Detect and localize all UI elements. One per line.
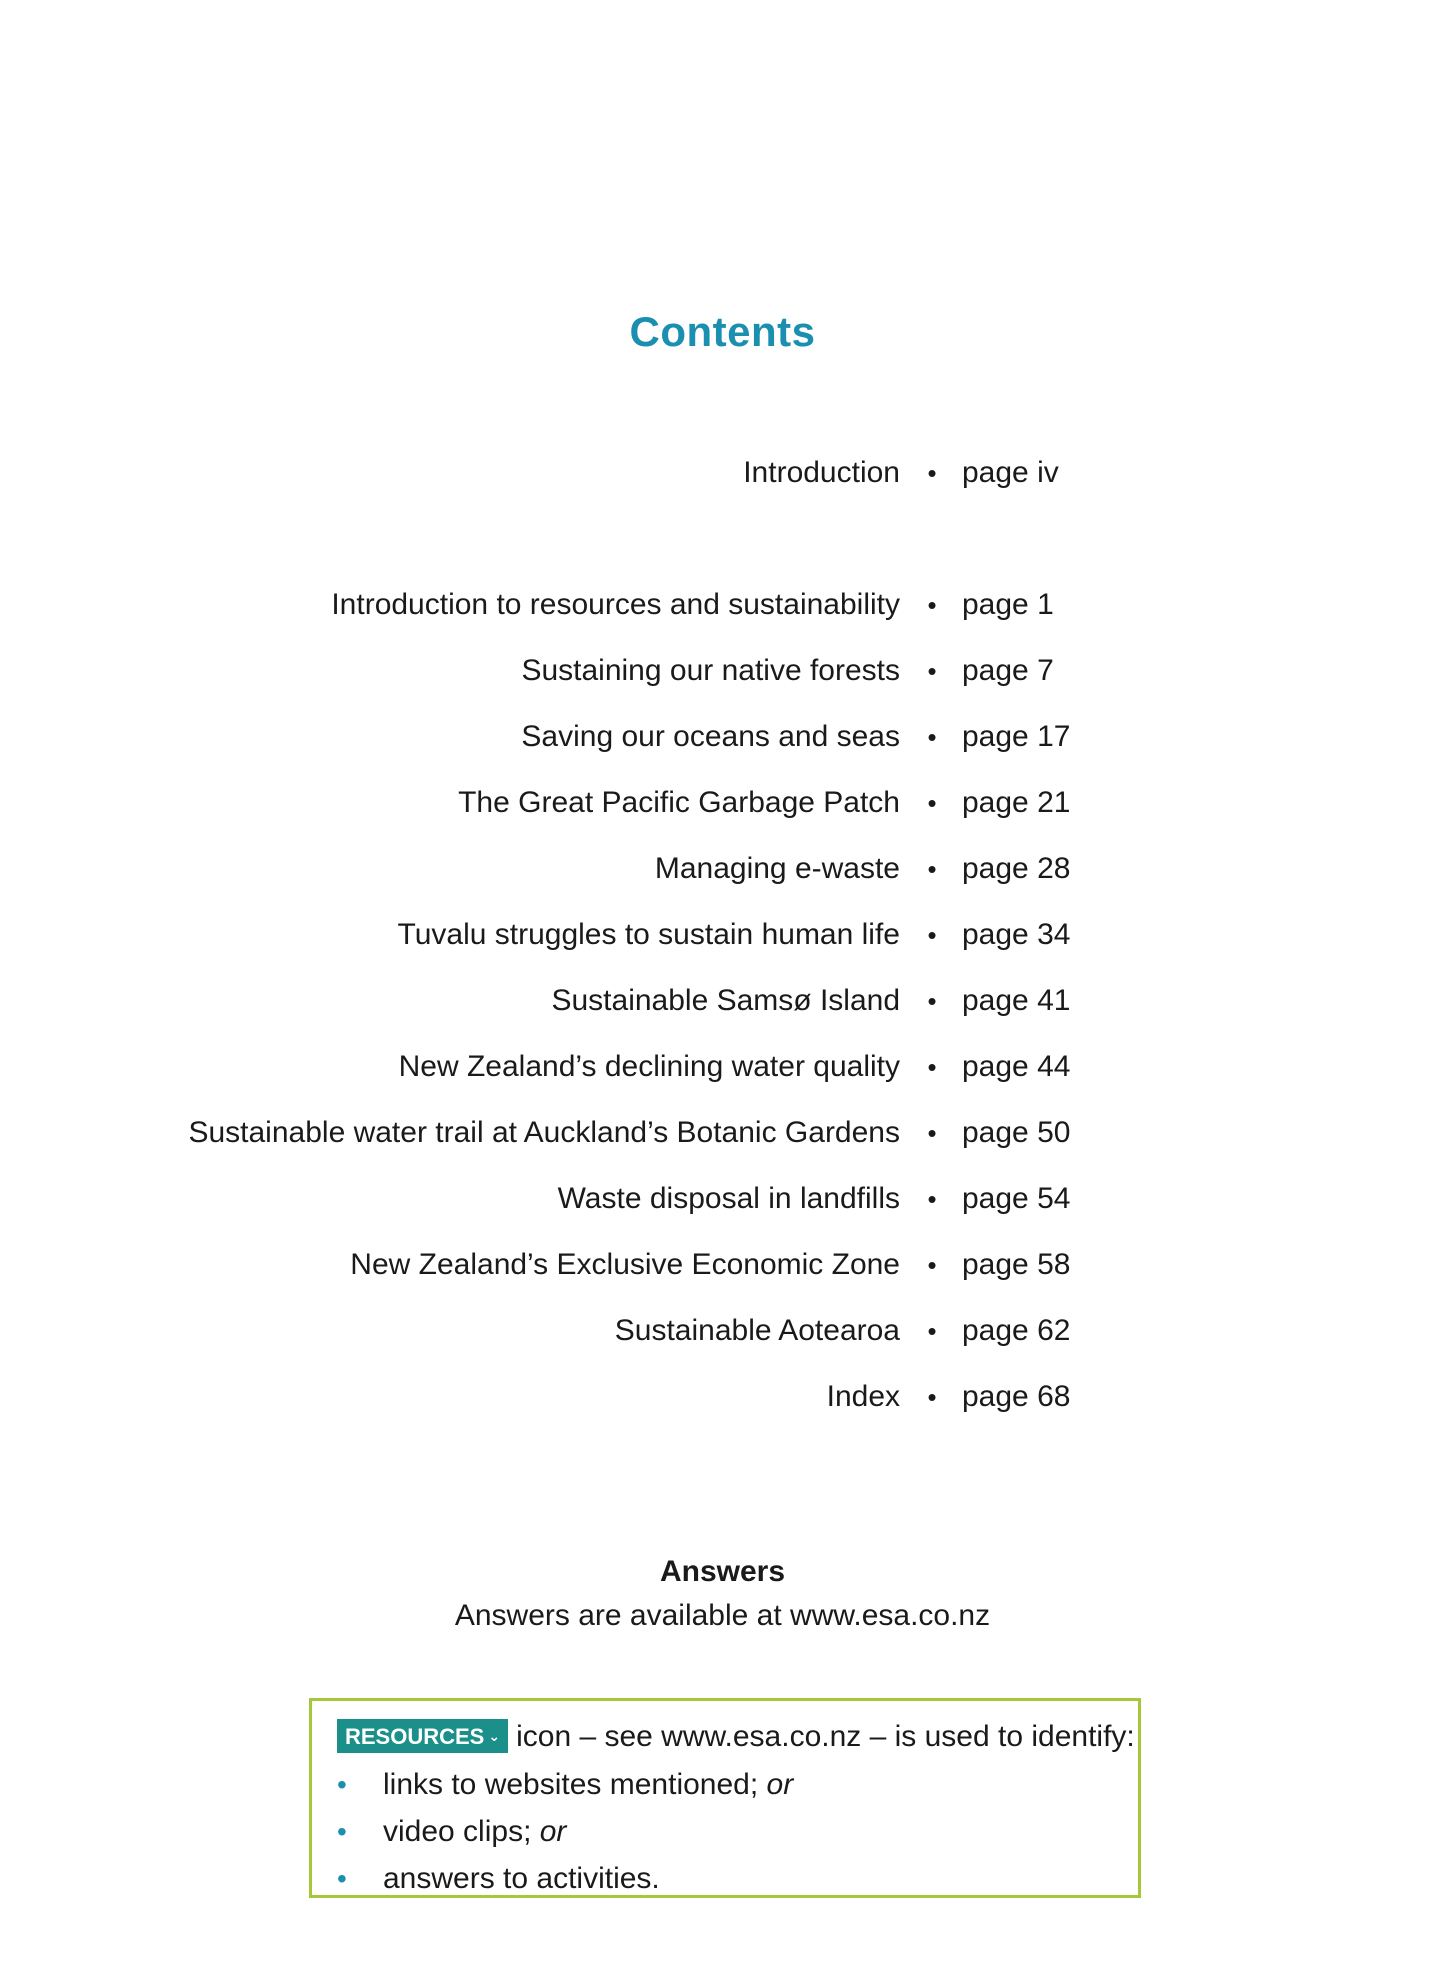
toc-entry[interactable] [0, 1243, 1445, 1287]
toc-entry-page: page 17 [962, 720, 1071, 753]
toc-entry-title: New Zealand’s declining water quality [398, 1050, 900, 1083]
toc-entry-title: Tuvalu struggles to sustain human life [397, 918, 900, 951]
toc-entry-page: page 21 [962, 786, 1071, 819]
list-item-text: video clips; [383, 1815, 540, 1848]
answers-text: Answers are available at www.esa.co.nz [454, 1599, 991, 1632]
toc-entry-page: page 28 [962, 852, 1071, 885]
toc-entry-introduction[interactable] [0, 451, 1445, 495]
toc-entry-title: Introduction to resources and sustainability [331, 588, 900, 621]
toc-entry-title: The Great Pacific Garbage Patch [458, 786, 900, 819]
toc-bullet: • [927, 722, 937, 752]
toc-entry[interactable] [0, 715, 1445, 759]
toc-entry[interactable] [0, 913, 1445, 957]
bullet-icon: • [337, 1769, 347, 1800]
toc-entry-page: page 58 [962, 1248, 1071, 1281]
toc-entry-page: page 1 [962, 588, 1054, 621]
bullet-icon: • [337, 1816, 347, 1847]
toc-bullet: • [927, 590, 937, 620]
list-item-text: links to websites mentioned; [383, 1768, 767, 1801]
toc-entry-page: page 34 [962, 918, 1071, 951]
toc-entry[interactable] [0, 979, 1445, 1023]
toc-entry-page: page 68 [962, 1380, 1071, 1413]
toc-bullet: • [927, 1118, 937, 1148]
toc-entry-title: Sustainable water trail at Auckland’s Botanic Gardens [188, 1116, 900, 1149]
list-item-suffix: or [539, 1815, 567, 1848]
toc-bullet: • [927, 1382, 937, 1412]
toc-bullet: • [927, 920, 937, 950]
toc-entry[interactable] [0, 1177, 1445, 1221]
toc-bullet: • [927, 986, 937, 1016]
toc-entry-page: page 7 [962, 654, 1054, 687]
toc-entry[interactable] [0, 1045, 1445, 1089]
resources-intro-line [337, 1715, 1135, 1759]
list-item-text: answers to activities. [383, 1862, 660, 1895]
resources-info-box [309, 1698, 1141, 1898]
toc-entry-page: page iv [962, 456, 1059, 489]
toc-entry-page: page 62 [962, 1314, 1071, 1347]
resources-badge[interactable] [337, 1719, 508, 1753]
resources-badge-label: RESOURCES [345, 1724, 485, 1749]
toc-bullet: • [927, 854, 937, 884]
toc-entry[interactable] [0, 847, 1445, 891]
toc-entry[interactable] [0, 649, 1445, 693]
list-item [337, 1855, 793, 1902]
toc-entry-title: Introduction [743, 456, 900, 489]
toc-entry-index[interactable] [0, 1375, 1445, 1419]
toc-entry-page: page 44 [962, 1050, 1071, 1083]
toc-entry[interactable] [0, 781, 1445, 825]
list-item [337, 1761, 793, 1808]
chevron-down-icon: ⌄ [488, 1728, 501, 1744]
toc-entry-title: Sustainable Aotearoa [614, 1314, 900, 1347]
resources-list [337, 1761, 793, 1902]
toc-bullet: • [927, 788, 937, 818]
toc-entry-page: page 41 [962, 984, 1071, 1017]
toc-entry-title: Index [826, 1380, 900, 1413]
toc-entry-page: page 50 [962, 1116, 1071, 1149]
toc-entry-title: Managing e-waste [654, 852, 900, 885]
toc-bullet: • [927, 1316, 937, 1346]
toc-entry-title: Saving our oceans and seas [521, 720, 900, 753]
toc-entry[interactable] [0, 1309, 1445, 1353]
toc-entry-title: Sustainable Samsø Island [551, 984, 900, 1017]
toc-entry-page: page 54 [962, 1182, 1071, 1215]
answers-section [0, 1552, 1445, 1638]
page-title: Contents [629, 308, 816, 355]
toc-bullet: • [927, 656, 937, 686]
toc-bullet: • [927, 1052, 937, 1082]
toc-bullet: • [927, 1250, 937, 1280]
toc-entry-title: Waste disposal in landfills [557, 1182, 900, 1215]
toc-entry[interactable] [0, 583, 1445, 627]
resources-intro-text: icon – see www.esa.co.nz – is used to identify: [516, 1720, 1135, 1753]
list-item-suffix: or [766, 1768, 794, 1801]
list-item [337, 1808, 793, 1855]
toc-entry[interactable] [0, 1111, 1445, 1155]
answers-heading: Answers [659, 1555, 786, 1588]
bullet-icon: • [337, 1863, 347, 1894]
toc-bullet: • [927, 458, 937, 488]
toc-bullet: • [927, 1184, 937, 1214]
toc-entry-title: Sustaining our native forests [521, 654, 900, 687]
toc-entry-title: New Zealand’s Exclusive Economic Zone [350, 1248, 900, 1281]
